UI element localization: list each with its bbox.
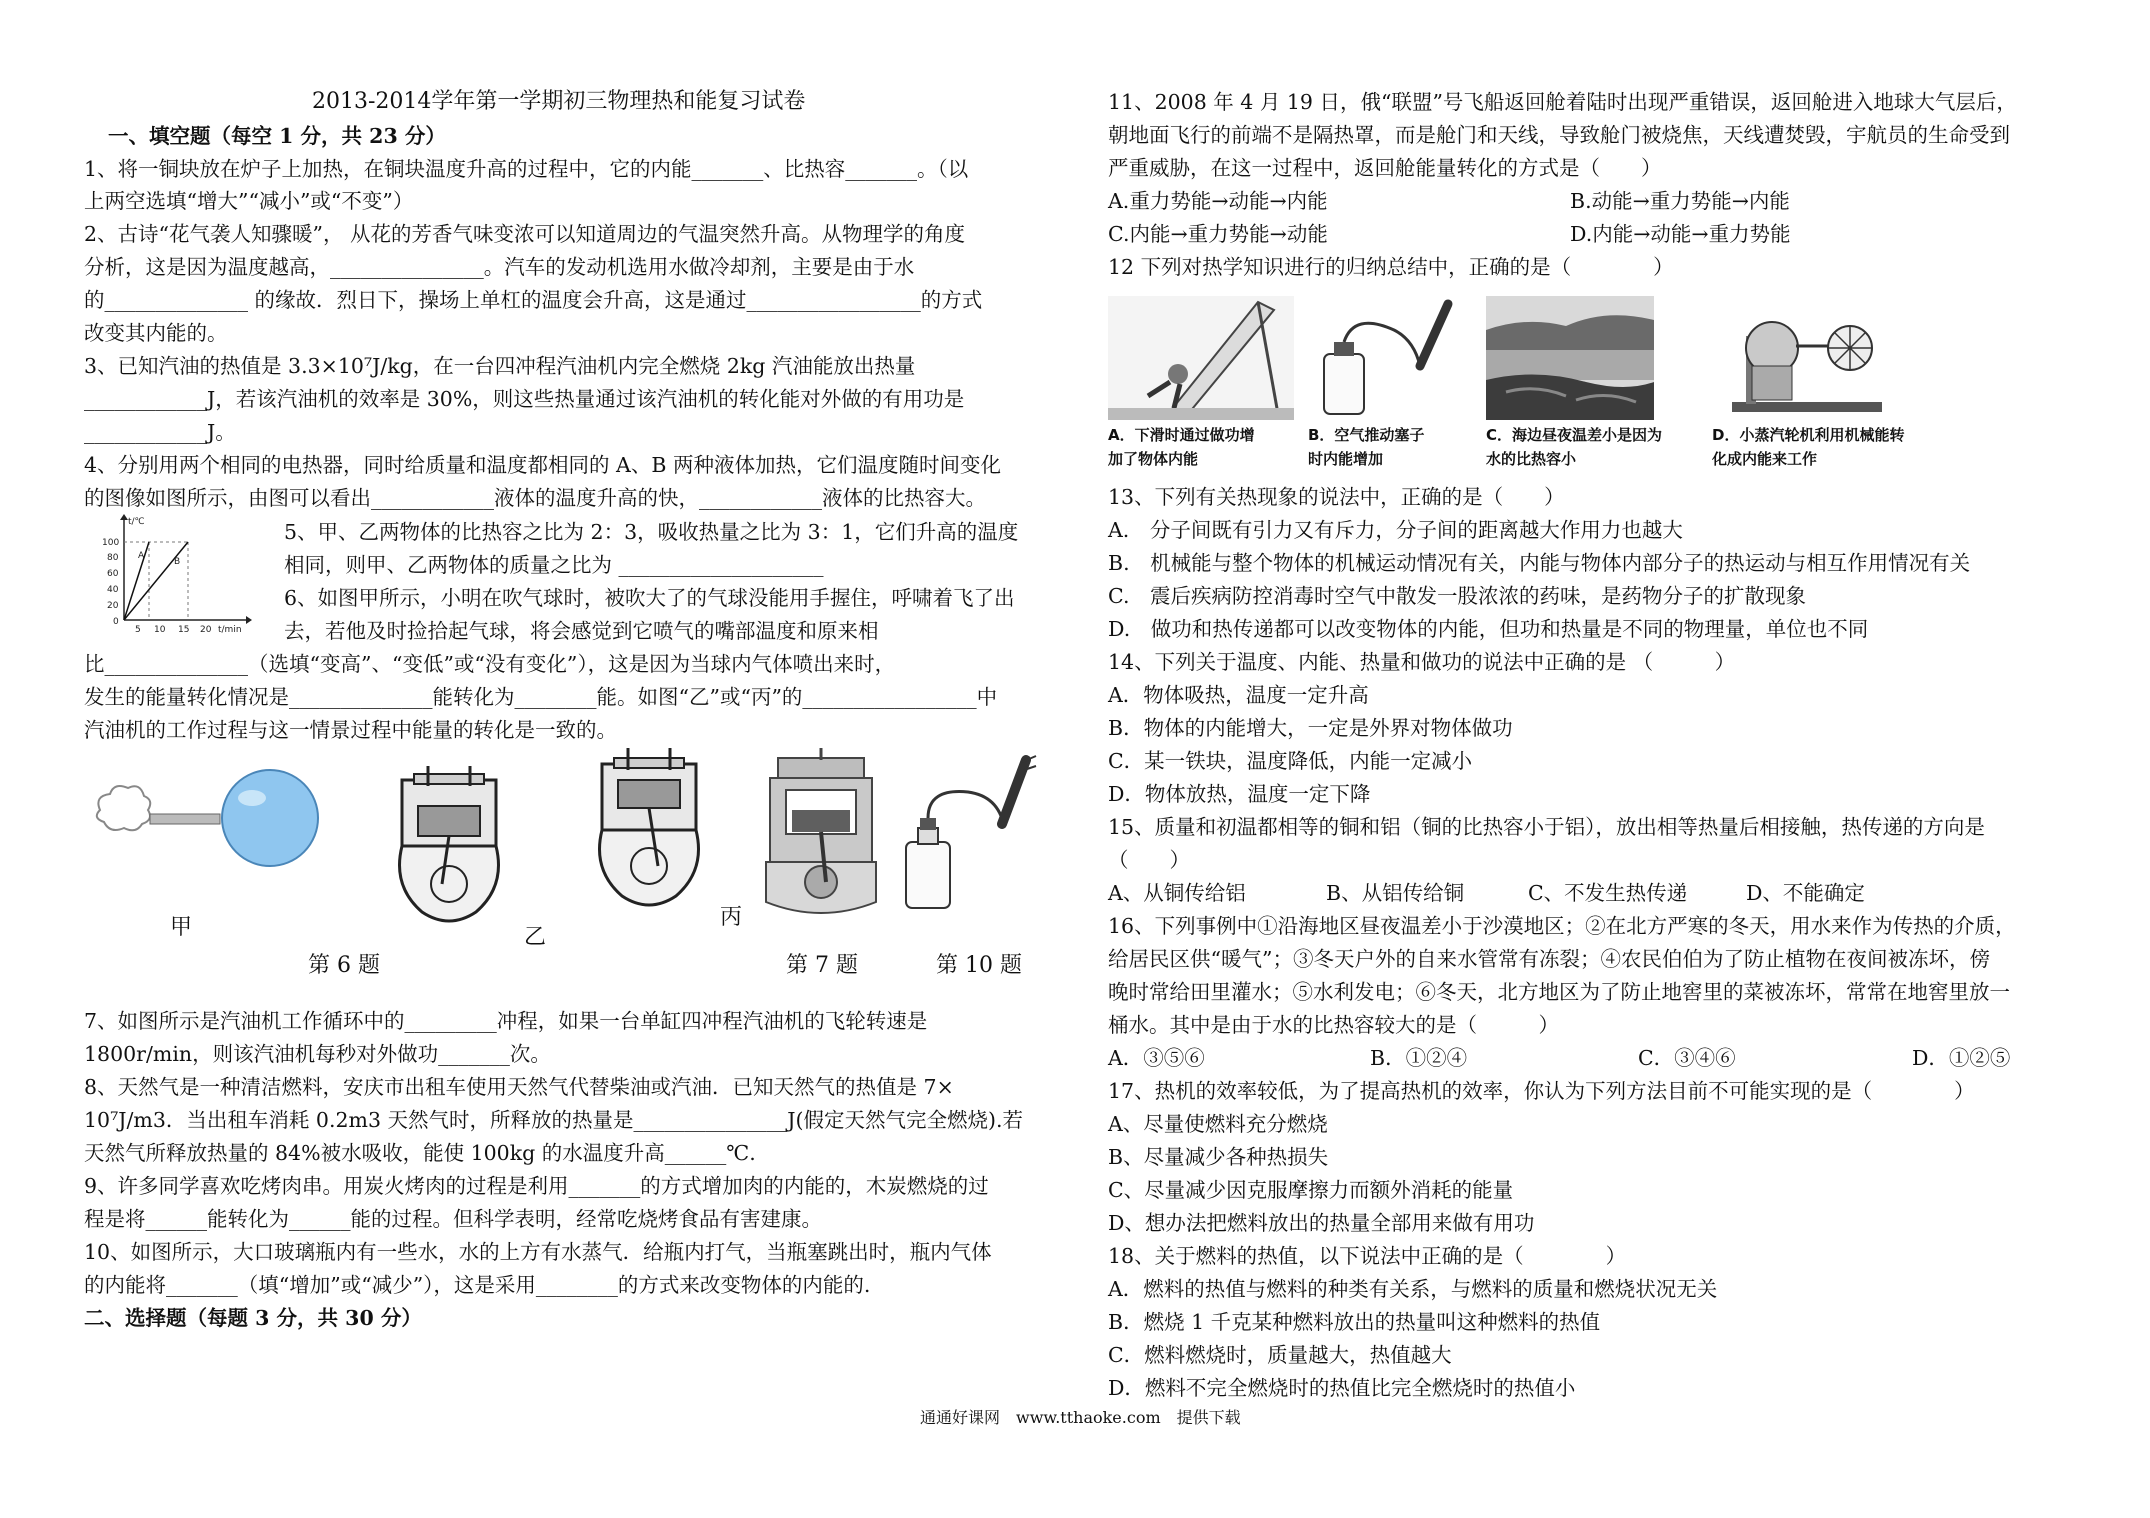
q18-option-a: A．燃料的热值与燃料的种类有关系，与燃料的质量和燃烧状况无关 [1108, 1277, 1718, 1301]
graph-label-b: B [174, 557, 181, 567]
q6-line-2: 去，若他及时捡拾起气球，将会感觉到它喷气的嘴部温度和原来相 [284, 619, 879, 643]
temperature-time-graph [96, 512, 254, 634]
q18-stem: 18、关于燃料的热值，以下说法中正确的是（ ） [1108, 1244, 1627, 1268]
q15-line-2: （ ） [1108, 848, 1190, 872]
graph-xlabel: t/min [218, 625, 242, 634]
q12-caption-c-2: 水的比热容小 [1486, 450, 1577, 468]
page-title: 2013-2014学年第一学期初三物理热和能复习试卷 [312, 89, 806, 114]
q14-option-c: C．某一铁块，温度降低，内能一定减小 [1108, 749, 1473, 773]
q12-caption-a-2: 加了物体内能 [1108, 450, 1199, 468]
q8-line-3: 天然气所释放热量的 84%被水吸收，能使 100kg 的水温度升高______℃. [84, 1141, 756, 1165]
graph-label-a: A [138, 551, 145, 561]
balloon-figure [90, 760, 320, 880]
caption-q7: 第 7 题 [786, 953, 858, 978]
q11-line-2: 朝地面飞行的前端不是隔热罩，而是舱门和天线，导致舱门被烧焦，天线遭焚毁，宇航员的生命受到 [1108, 123, 2010, 147]
q17-option-c: C、尽量减少因克服摩擦力而额外消耗的能量 [1108, 1178, 1514, 1202]
q11-option-b: B.动能→重力势能→内能 [1570, 189, 1790, 213]
q12-stem: 12 下列对热学知识进行的归纳总结中，正确的是（ ） [1108, 255, 1674, 279]
q7-line-1: 7、如图所示是汽油机工作循环中的_________冲程，如果一台单缸四冲程汽油机的飞轮转速是 [84, 1009, 928, 1033]
q16-line-3: 晚时常给田里灌水；⑤水利发电；⑥冬天，北方地区为了防止地窖里的菜被冻坏，常常在地窖里放一 [1108, 980, 2010, 1004]
q11-line-1: 11、2008 年 4 月 19 日，俄“联盟”号飞船返回舱着陆时出现严重错误，返回舱进入地球大气层后， [1108, 90, 2017, 114]
q4-line-2: 的图像如图所示，由图可以看出____________液体的温度升高的快，____________液体的比热容大。 [84, 486, 986, 510]
q16-option-b: B．①②④ [1370, 1046, 1468, 1070]
q17-option-d: D、想办法把燃料放出的热量全部用来做有用功 [1108, 1211, 1535, 1235]
q15-option-c: C、不发生热传递 [1528, 881, 1688, 905]
q2-line-4: 改变其内能的。 [84, 321, 228, 345]
caption-q10: 第 10 题 [936, 953, 1022, 978]
q8-line-2: 10⁷J/m3．当出租车消耗 0.2m3 天然气时，所释放的热量是_______________J(假定天然气完全燃烧).若 [84, 1108, 1024, 1132]
q12-caption-d-2: 化成内能来工作 [1712, 450, 1818, 468]
balloon [222, 770, 318, 866]
q17-option-a: A、尽量使燃料充分燃烧 [1108, 1112, 1328, 1136]
section-fill-in: 一、填空题（每空 1 分，共 23 分） [108, 124, 446, 148]
graph-ylabel: t/℃ [128, 517, 145, 527]
q11-line-3: 严重威胁，在这一过程中，返回舱能量转化的方式是（ ） [1108, 156, 1662, 180]
caption-q6: 第 6 题 [308, 953, 380, 978]
q15-option-b: B、从铝传给铜 [1326, 881, 1465, 905]
q11-option-c: C.内能→重力势能→动能 [1108, 222, 1328, 246]
q15-line-1: 15、质量和初温都相等的铜和铝（铜的比热容小于铝），放出相等热量后相接触，热传递的方向是 [1108, 815, 1985, 839]
graph-ytick: 100 [102, 538, 120, 548]
q5-line-1: 5、甲、乙两物体的比热容之比为 2：3，吸收热量之比为 3：1，它们升高的温度 [284, 520, 1019, 544]
graph-xtick: 15 [178, 625, 190, 634]
label-bing: 丙 [720, 905, 743, 930]
q14-option-b: B．物体的内能增大，一定是外界对物体做功 [1108, 716, 1513, 740]
graph-line-b [124, 542, 188, 620]
q12-caption-c-1: C．海边昼夜温差小是因为 [1486, 426, 1663, 444]
q18-option-d: D．燃料不完全燃烧时的热值比完全燃烧时的热值小 [1108, 1376, 1576, 1400]
q13-option-c: C. 震后疾病防控消毒时空气中散发一股浓浓的药味，是药物分子的扩散现象 [1108, 584, 1806, 608]
engine-figure-yi [384, 760, 514, 930]
q15-option-a: A、从铜传给铝 [1108, 881, 1246, 905]
q12-picture-bottle-pump [1308, 296, 1472, 420]
q14-stem: 14、下列关于温度、内能、热量和做功的说法中正确的是 （ ） [1108, 650, 1736, 674]
q17-option-b: B、尽量减少各种热损失 [1108, 1145, 1329, 1169]
graph-ytick: 40 [107, 585, 119, 595]
q13-option-a: A. 分子间既有引力又有斥力，分子间的距离越大作用力也越大 [1108, 518, 1683, 542]
q1-line-1: 1、将一铜块放在炉子上加热，在铜块温度升高的过程中，它的内能_______、比热容_______。（以 [84, 157, 969, 181]
turbine-wheel [1828, 326, 1872, 370]
q17-stem: 17、热机的效率较低，为了提高热机的效率，你认为下列方法目前不可能实现的是（ ） [1108, 1079, 1975, 1103]
graph-ytick: 20 [107, 601, 119, 611]
q1-line-2: 上两空选填“增大”“减小”或“不变”） [84, 189, 414, 213]
q14-option-d: D．物体放热，温度一定下降 [1108, 782, 1371, 806]
q12-caption-b-2: 时内能增加 [1308, 450, 1384, 468]
q10-line-1: 10、如图所示，大口玻璃瓶内有一些水，水的上方有水蒸气．给瓶内打气，当瓶塞跳出时，瓶内气体 [84, 1240, 992, 1264]
graph-xtick: 10 [154, 625, 166, 634]
puff-cloud [97, 786, 150, 830]
q2-line-3: 的______________ 的缘故．烈日下，操场上单杠的温度会升高，这是通过_________________的方式 [84, 288, 983, 312]
engine-figure-q7 [756, 748, 886, 920]
q3-line-1: 3、已知汽油的热值是 3.3×10⁷J/kg，在一台四冲程汽油机内完全燃烧 2kg 汽油能放出热量 [84, 354, 916, 378]
q13-stem: 13、下列有关热现象的说法中，正确的是（ ） [1108, 485, 1565, 509]
q4-line-1: 4、分别用两个相同的电热器，同时给质量和温度都相同的 A、B 两种液体加热，它们温度随时间变化 [84, 453, 1001, 477]
q12-caption-d-1: D．小蒸汽轮机利用机械能转 [1712, 426, 1905, 444]
graph-ytick: 60 [107, 569, 119, 579]
q13-option-b: B. 机械能与整个物体的机械运动情况有关，内能与物体内部分子的热运动与相互作用情况有关 [1108, 551, 1971, 575]
bottle-pump-figure [898, 752, 1048, 916]
q18-option-b: B．燃烧 1 千克某种燃料放出的热量叫这种燃料的热值 [1108, 1310, 1601, 1334]
q12-caption-a-1: A．下滑时通过做功增 [1108, 426, 1255, 444]
page-footer: 通通好课网 www.tthaoke.com 提供下载 [920, 1408, 1241, 1427]
q13-option-d: D. 做功和热传递都可以改变物体的内能，但功和热量是不同的物理量，单位也不同 [1108, 617, 1869, 641]
q12-caption-b-1: B．空气推动塞子 [1308, 426, 1425, 444]
q10-line-2: 的内能将_______（填“增加”或“减少”），这是采用________的方式来改变物体的内能的. [84, 1273, 871, 1297]
q11-option-a: A.重力势能→动能→内能 [1108, 189, 1328, 213]
q6-line-3: 比______________（选填“变高”、“变低”或“没有变化”），这是因为当球内气体喷出来时， [84, 652, 896, 676]
q16-line-4: 桶水。其中是由于水的比热容较大的是（ ） [1108, 1013, 1559, 1037]
q2-line-1: 2、古诗“花气袭人知骤暖”， 从花的芳香气味变浓可以知道周边的气温突然升高。从物理学的角度 [84, 222, 966, 246]
q6-line-5: 汽油机的工作过程与这一情景过程中能量的转化是一致的。 [84, 718, 617, 742]
q15-option-d: D、不能确定 [1746, 881, 1865, 905]
graph-line-a [124, 542, 149, 620]
q6-line-4: 发生的能量转化情况是______________能转化为________能。如图“乙”或“丙”的_________________中 [84, 685, 998, 709]
label-jia: 甲 [170, 915, 193, 940]
section-choice: 二、选择题（每题 3 分，共 30 分） [84, 1306, 422, 1330]
graph-ytick: 0 [113, 617, 119, 627]
q9-line-2: 程是将______能转化为______能的过程。但科学表明，经常吃烧烤食品有害建康。 [84, 1207, 822, 1231]
engine-figure-bing [584, 740, 714, 910]
graph-x-arrow [246, 616, 252, 624]
q16-line-2: 给居民区供“暖气”；③冬天户外的自来水管常有冻裂；④农民伯伯为了防止植物在夜间被冻坏，傍 [1108, 947, 1990, 971]
q12-picture-steam-turbine [1712, 296, 1902, 420]
q16-option-c: C．③④⑥ [1638, 1046, 1736, 1070]
q16-option-a: A．③⑤⑥ [1108, 1046, 1205, 1070]
q2-line-2: 分析，这是因为温度越高，_______________。汽车的发动机选用水做冷却剂，主要是由于水 [84, 255, 915, 279]
graph-xtick: 5 [135, 625, 141, 634]
q6-line-1: 6、如图甲所示，小明在吹气球时，被吹大了的气球没能用手握住，呼啸着飞了出 [284, 586, 1015, 610]
q8-line-1: 8、天然气是一种清洁燃料，安庆市出租车使用天然气代替柴油或汽油．已知天然气的热值是 7× [84, 1075, 954, 1099]
q5-line-2: 相同，则甲、乙两物体的质量之比为 ____________________ [284, 553, 824, 577]
q3-line-3: ____________J。 [84, 420, 236, 444]
q12-picture-slide [1108, 296, 1294, 420]
q12-picture-seaside [1486, 296, 1654, 420]
q3-line-2: ____________J，若该汽油机的效率是 30%，则这些热量通过该汽油机的转化能对外做的有用功是 [84, 387, 965, 411]
q16-option-d: D．①②⑤ [1912, 1046, 2011, 1070]
q9-line-1: 9、许多同学喜欢吃烤肉串。用炭火烤肉的过程是利用_______的方式增加肉的内能的，木炭燃烧的过 [84, 1174, 989, 1198]
graph-ytick: 80 [107, 553, 119, 563]
q18-option-c: C．燃料燃烧时，质量越大，热值越大 [1108, 1343, 1452, 1367]
graph-y-arrow [120, 514, 128, 520]
q14-option-a: A．物体吸热，温度一定升高 [1108, 683, 1369, 707]
q16-line-1: 16、下列事例中①沿海地区昼夜温差小于沙漠地区；②在北方严寒的冬天，用水来作为传热的介质， [1108, 914, 2016, 938]
label-yi: 乙 [524, 925, 547, 950]
graph-xtick: 20 [200, 625, 212, 634]
q11-option-d: D.内能→动能→重力势能 [1570, 222, 1791, 246]
balloon-nozzle [150, 814, 220, 824]
q7-line-2: 1800r/min，则该汽油机每秒对外做功_______次。 [84, 1042, 551, 1066]
